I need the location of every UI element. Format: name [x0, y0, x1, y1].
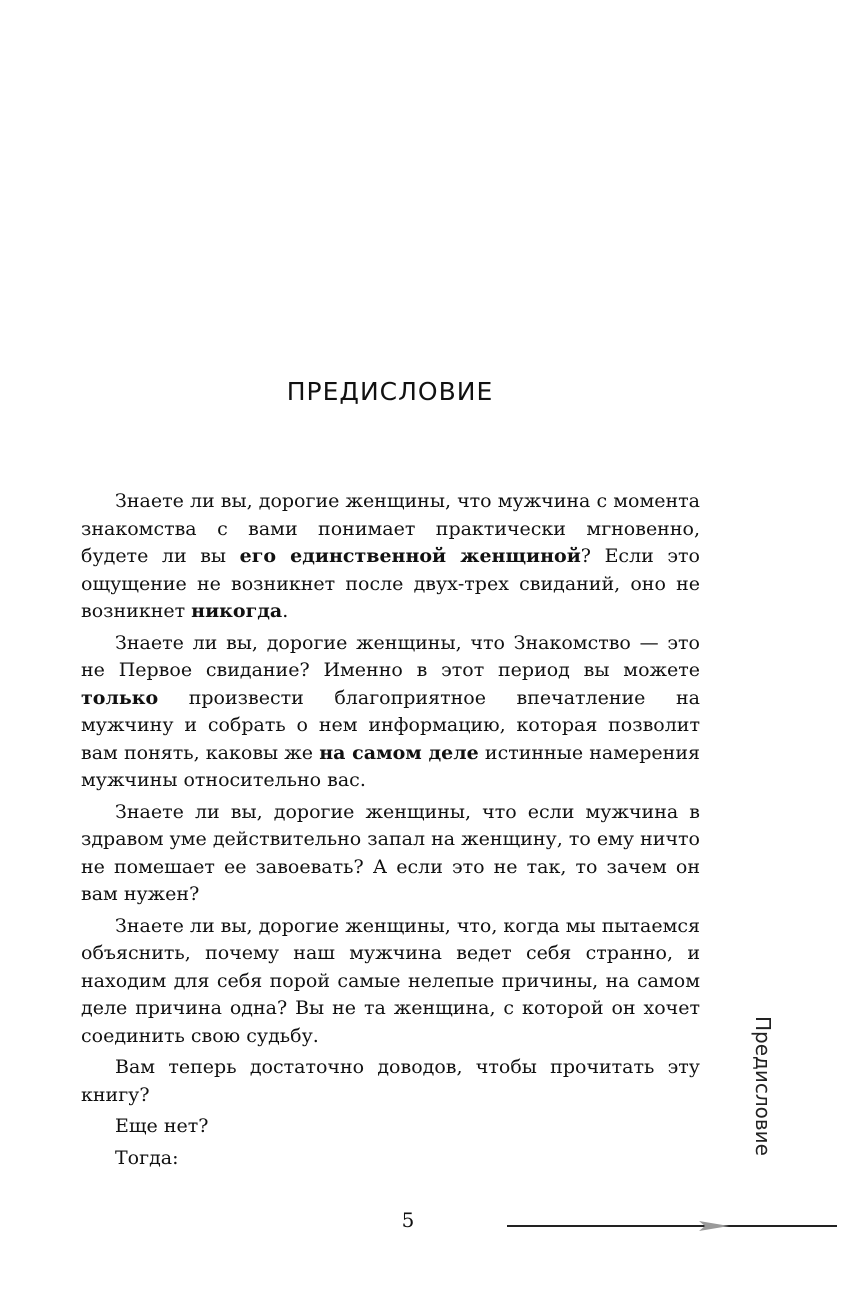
text-segment: Еще нет?: [115, 1115, 209, 1137]
bold-text-segment: никогда: [191, 600, 283, 622]
text-segment: Тогда:: [115, 1146, 179, 1169]
paragraph-3: [81, 799, 700, 909]
paragraph-7: [81, 1145, 700, 1173]
page-number: 5: [401, 1208, 415, 1232]
text-segment: Вам теперь достаточно доводов, чтобы прочитать эту книгу?: [81, 1056, 700, 1106]
footer-arrow-rule: [507, 1220, 837, 1232]
text-segment: Знаете ли вы, дорогие женщины, что Знакомство — это не Первое свидание? Именно в этот период вы можете: [81, 631, 700, 681]
text-segment: Знаете ли вы, дорогие женщины, что, когда мы пытаемся объяснить, почему наш мужчина ведет себя странно, и находим для себя порой самые нелепые причины, на самом деле причина одна? Вы не та женщина, с которой он хочет соединить свою судьбу.: [81, 914, 700, 1047]
text-segment: произвести благоприятное впечатление на мужчину и собрать о нем информацию, которая позволит вам понять, каковы же: [81, 686, 700, 764]
bold-text-segment: его единственной женщиной: [239, 545, 581, 567]
paragraph-5: [81, 1054, 700, 1109]
bold-text-segment: на самом деле: [319, 741, 479, 764]
page-title: ПРЕДИСЛОВИЕ: [286, 377, 494, 406]
text-segment: ? Если это ощущение не возникнет после двух-трех свиданий, оно не возникнет: [81, 545, 700, 622]
body-text: [81, 488, 700, 1176]
text-segment: Знаете ли вы, дорогие женщины, что если мужчина в здравом уме действительно запал на женщину, то ему ничто не помешает ее завоевать? А если это не так, то зачем он вам нужен?: [81, 800, 700, 905]
bold-text-segment: только: [81, 686, 159, 709]
paragraph-4: [81, 913, 700, 1051]
paragraph-2: [81, 630, 700, 795]
paragraph-6: [81, 1113, 700, 1141]
text-segment: .: [282, 600, 289, 622]
text-segment: Знаете ли вы, дорогие женщины, что мужчина с момента знакомства с вами понимает практически мгновенно, будете ли вы: [81, 490, 700, 567]
paragraph-1: [81, 488, 700, 626]
text-segment: истинные намерения мужчины относительно вас.: [81, 741, 700, 791]
running-head-side-label: Предисловие: [751, 1016, 775, 1156]
